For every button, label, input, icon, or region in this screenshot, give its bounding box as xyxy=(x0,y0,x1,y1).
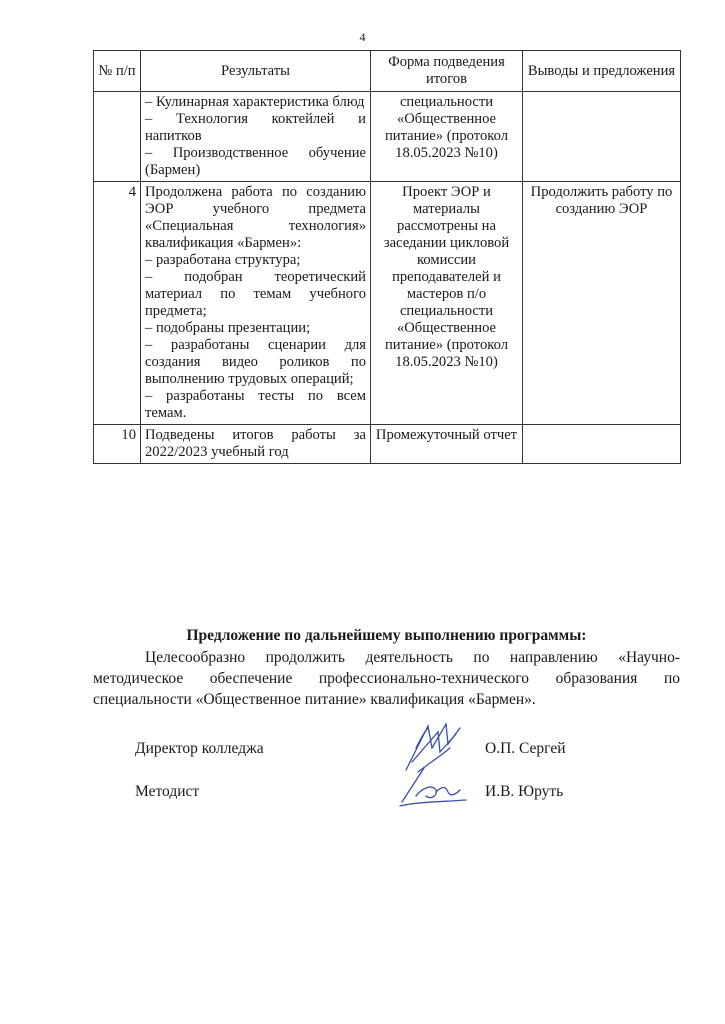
table-row xyxy=(94,425,681,464)
header-conclusions: Выводы и предложения xyxy=(523,51,681,92)
header-num: № п/п xyxy=(94,51,141,92)
result-line: – разработана структура; xyxy=(145,252,301,268)
results-table xyxy=(93,50,681,464)
result-line: – разработаны сценарии для создания видео роликов по выполнению трудовых операций; xyxy=(145,337,366,387)
row-form: Промежуточный отчет xyxy=(371,425,523,464)
row-conclusions xyxy=(523,425,681,464)
result-line: Подведены итогов работы за 2022/2023 учебный год xyxy=(145,427,366,460)
page-number: 4 xyxy=(359,30,366,44)
row-num: 10 xyxy=(94,425,141,464)
row-form: Проект ЭОР и материалы рассмотрены на заседании цикловой комиссии преподавателей и мастеров п/о специальности «Общественное питание» (протокол 18.05.2023 №10) xyxy=(371,182,523,425)
proposal-text: Целесообразно продолжить деятельность по направлению «Научно-методическое обеспечение профессионально-технического образования по специальности «Общественное питание» квалификация «Бармен». xyxy=(93,649,680,708)
result-line: – разработаны тесты по всем темам. xyxy=(145,388,366,421)
signatory-name: О.П. Сергей xyxy=(485,740,566,757)
result-line: – Производственное обучение (Бармен) xyxy=(145,145,366,178)
signatory-role: Директор колледжа xyxy=(135,740,264,757)
result-line: – Кулинарная характеристика блюд xyxy=(145,94,365,110)
proposal-section xyxy=(93,625,680,710)
row-conclusions xyxy=(523,92,681,182)
row-form: специальности «Общественное питание» (протокол 18.05.2023 №10) xyxy=(371,92,523,182)
table-header-row xyxy=(94,51,681,92)
result-line: – подобран теоретический материал по темам учебного предмета; xyxy=(145,269,366,319)
row-results xyxy=(141,425,371,464)
methodist-signature-icon xyxy=(392,762,472,810)
header-form: Форма подведения итогов xyxy=(371,51,523,92)
proposal-heading: Предложение по дальнейшему выполнению программы: xyxy=(186,627,587,644)
row-results xyxy=(141,182,371,425)
signatory-name: И.В. Юруть xyxy=(485,783,564,800)
signatory-role: Методист xyxy=(135,783,200,800)
table-row xyxy=(94,92,681,182)
row-conclusions: Продолжить работу по созданию ЭОР xyxy=(523,182,681,425)
row-results xyxy=(141,92,371,182)
result-line: – подобраны презентации; xyxy=(145,320,311,336)
row-num: 4 xyxy=(94,182,141,425)
result-line: – Технология коктейлей и напитков xyxy=(145,111,366,144)
table-row xyxy=(94,182,681,425)
result-line: Продолжена работа по созданию ЭОР учебного предмета «Специальная технология» квалификация «Бармен»: xyxy=(145,184,366,251)
header-results: Результаты xyxy=(141,51,371,92)
row-num xyxy=(94,92,141,182)
